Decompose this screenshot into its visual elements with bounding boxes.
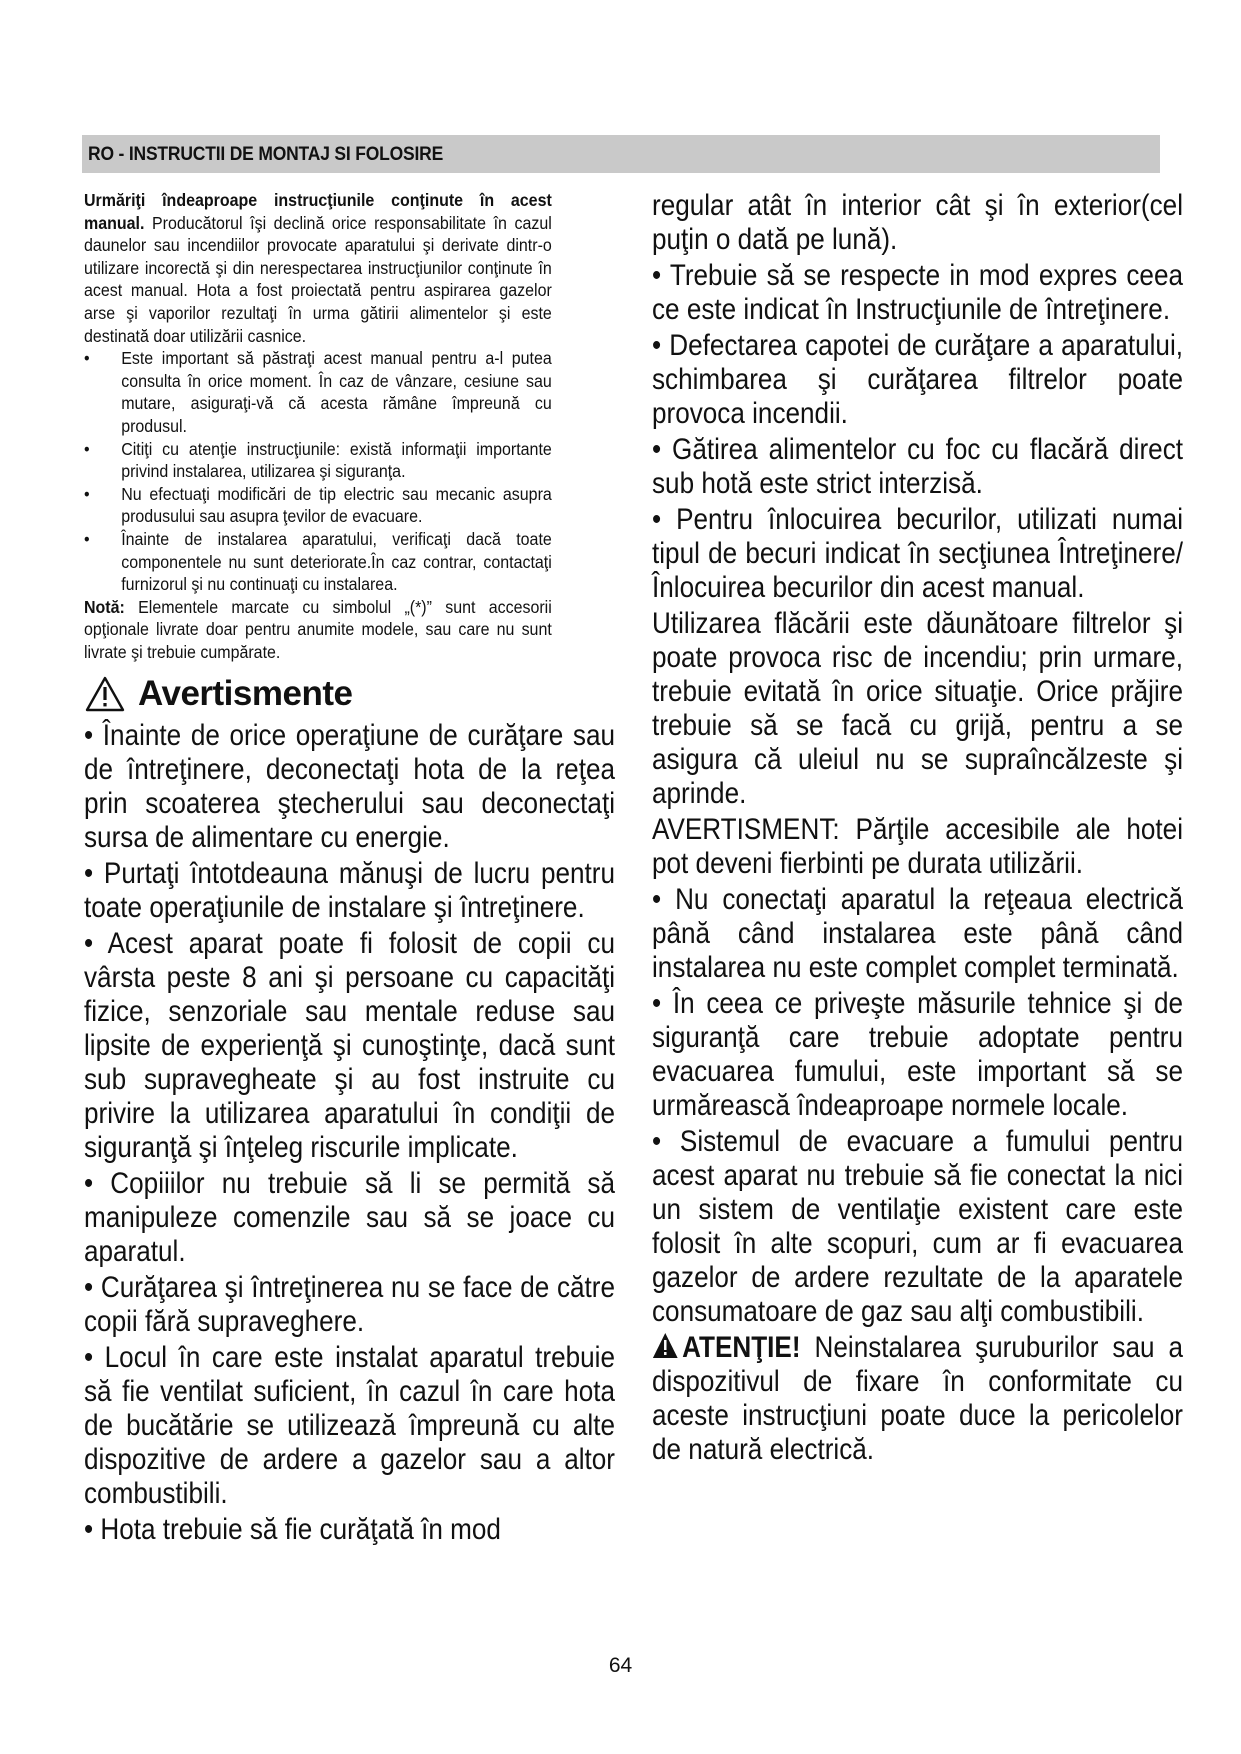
warning-paragraph: • Trebuie să se respecte in mod expres ceea ce este indicat în Instrucţiunile de întreţinere. (652, 259, 1183, 326)
warning-paragraph: • Sistemul de evacuare a fumului pentru acest aparat nu trebuie să fie conectat la nici un sistem de ventilaţie existent care este folosit în alte scopuri, cum ar fi evacuarea gazelor de ardere rezultate de la aparatele consumatoare de gaz sau alţi combustibili. (652, 1125, 1183, 1328)
warnings-heading (84, 673, 617, 715)
warning-paragraph: • Purtaţi întotdeauna mănuşi de lucru pentru toate operaţiunile de instalare şi întreţinere. (84, 857, 615, 925)
caution-label: ATENŢIE! (682, 1331, 801, 1364)
intro-block (84, 189, 552, 663)
left-column (84, 189, 617, 1549)
right-column (652, 189, 1185, 1469)
warning-paragraph: Utilizarea flăcării este dăunătoare filtrelor şi poate provoca risc de incendiu; prin urmare, trebuie evitată în orice situaţie. Orice prăjire trebuie să se facă cu grijă, pentru a se asigura că uleiul nu se supraîncălzeste şi aprinde. (652, 607, 1183, 810)
note (84, 596, 552, 664)
warning-paragraph: • Hota trebuie să fie curăţată în mod (84, 1513, 501, 1547)
warning-paragraph: • În ceea ce priveşte măsurile tehnice şi de siguranţă care trebuie adoptate pentru evacuarea fumului, este important să se urmărească îndeaproape normele locale. (652, 987, 1183, 1122)
warning-paragraph: • Copiiilor nu trebuie să li se permită să manipuleze comenzile sau să se joace cu aparatul. (84, 1167, 615, 1269)
intro-bullet: • Nu efectuaţi modificări de tip electric sau mecanic asupra produsului sau asupra ţevilor de evacuare. (84, 483, 552, 528)
warning-paragraph: • Curăţarea şi întreţinerea nu se face de către copii fără supraveghere. (84, 1271, 615, 1339)
warning-paragraph: • Defectarea capotei de curăţare a aparatului, schimbarea şi curăţarea filtrelor poate provoca incendii. (652, 329, 1183, 430)
intro-bullet: • Este important să păstraţi acest manual pentru a-l putea consulta în orice moment. În caz de vânzare, cesiune sau mutare, asiguraţi-vă că acesta rămâne împreună cu produsul. (84, 347, 552, 437)
warning-paragraph: • Pentru înlocuirea becurilor, utilizati numai tipul de becuri indicat în secţiunea Întreţinere/Înlocuirea becurilor din acest manual. (652, 503, 1183, 604)
warnings-left-text (84, 719, 615, 1547)
warnings-heading-text: Avertismente (138, 674, 353, 714)
warning-paragraph: • Gătirea alimentelor cu foc cu flacără direct sub hotă este strict interzisă. (652, 433, 1183, 500)
page-number: 64 (608, 1654, 633, 1677)
warning-paragraph: regular atât în interior cât şi în exterior(cel puţin o dată pe lună). (652, 189, 1183, 256)
warning-paragraph: AVERTISMENT: Părţile accesibile ale hotei pot deveni fierbinti pe durata utilizării. (652, 813, 1183, 880)
warning-paragraph: • Acest aparat poate fi folosit de copii cu vârsta peste 8 ani şi persoane cu capacităţi fizice, senzoriale sau mentale reduse sau lipsite de experienţă şi cunoştinţe, dacă sunt sub supravegheate şi au fost instruite cu privire la utilizarea aparatului în condiţii de siguranţă şi înţeleg riscurile implicate. (84, 927, 615, 1165)
caution-triangle-icon (652, 1332, 679, 1359)
warning-paragraph: • Nu conectaţi aparatul la reţeaua electrică până când instalarea este până când instalarea nu este complet complet terminată. (652, 883, 1183, 984)
intro-text: Producătorul îşi declină orice responsabilitate în cazul daunelor sau incendiilor provocate aparatului şi derivate dintr-o utilizare incorectă şi din nerespectarea instrucţiunilor conţinute în acest manual. Hota a fost proiectată pentru aspirarea gazelor arse şi vaporilor rezultaţi în urma gătirii alimentelor şi este destinată doar utilizării casnice. (84, 212, 552, 346)
intro-lead: Urmăriţi îndeaproape instrucţiunile conţinute în acest manual. (84, 190, 552, 233)
warning-paragraph: • Înainte de orice operaţiune de curăţare sau de întreţinere, deconectaţi hota de la reţea prin scoaterea ştecherului sau deconectaţi sursa de alimentare cu energie. (84, 719, 615, 855)
intro-bullet: • Înainte de instalarea aparatului, verificaţi dacă toate componentele nu sunt deteriorate.În caz contrar, contactaţi furnizorul şi nu continuaţi cu instalarea. (84, 528, 552, 596)
intro-bullet-list (84, 347, 552, 596)
warnings-right-text (652, 189, 1183, 1467)
section-title: RO - INSTRUCTII DE MONTAJ SI FOLOSIRE (88, 144, 444, 165)
warning-triangle-icon (84, 675, 126, 713)
intro-bullet: • Citiţi cu atenţie instrucţiunile: există informaţii importante privind instalarea, utilizarea şi siguranţa. (84, 438, 552, 483)
caution-text: Neinstalarea şuruburilor sau a dispozitivul de fixare în conformitate cu aceste instrucţiuni poate duce la pericolelor de natură electrică. (652, 1331, 1183, 1466)
warning-paragraph: • Locul în care este instalat aparatul trebuie să fie ventilat suficient, în cazul în care hota de bucătărie se utilizează împreună cu alte dispozitive de ardere a gazelor sau a altor combustibili. (84, 1341, 615, 1511)
note-label: Notă: (84, 596, 125, 617)
caution-paragraph (652, 1331, 1183, 1467)
note-text: Elementele marcate cu simbolul „(*)” sunt accesorii opţionale livrate doar pentru anumite modele, sau care nu sunt livrate şi trebuie cumpărate. (84, 596, 552, 662)
section-header-bar (82, 135, 1160, 173)
